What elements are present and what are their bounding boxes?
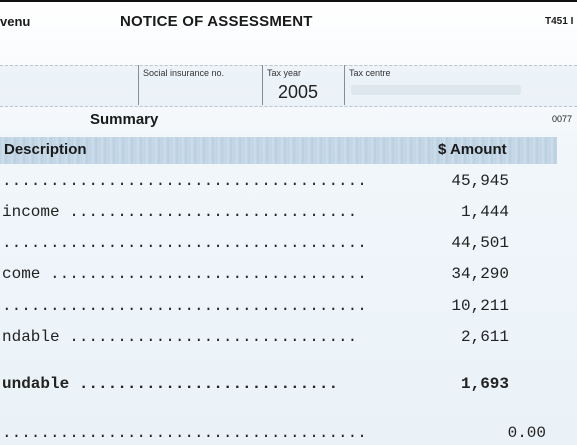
summary-row [0,375,577,399]
summary-row [0,297,577,321]
summary-row [0,203,577,227]
row-amount: 10,211 [451,297,509,315]
row-description: ndable .............................. [2,328,358,346]
agency-name-fragment: venu [0,14,31,29]
row-description: come ................................. [2,265,367,283]
summary-row [0,328,577,352]
row-description: income .............................. [2,203,358,221]
tax-year-value: 2005 [278,82,319,102]
summary-row [0,265,577,289]
row-description: ...................................... [2,424,367,442]
tax-centre-field [344,65,577,105]
summary-row [0,172,577,196]
top-rule [0,0,577,2]
tax-year-field [262,65,344,105]
row-description: ...................................... [2,234,367,252]
row-amount: 34,290 [451,265,509,283]
row-amount: 1,444 [460,203,509,221]
row-amount: 1,693 [460,375,509,393]
sin-field [138,65,262,105]
row-description: ...................................... [2,297,367,315]
sin-label: Social insurance no. [143,68,225,78]
row-description: ...................................... [2,172,367,190]
summary-heading: Summary [90,111,159,128]
tax-centre-label: Tax centre [349,68,391,78]
row-description: undable ........................... [2,375,339,393]
document-title: NOTICE OF ASSESSMENT [120,13,313,30]
row-amount: 44,501 [451,234,509,252]
column-header-description: Description [4,141,87,158]
form-code: T451 I [545,16,574,27]
column-header-amount: $ Amount [438,141,507,158]
summary-row [0,234,577,258]
tax-year-label: Tax year [267,68,302,78]
row-amount: 45,945 [451,172,509,190]
row-amount: 2,611 [460,328,509,346]
reference-code: 0077 [552,114,573,124]
row-amount: 0.00 [507,424,546,442]
redacted-smudge [351,85,521,95]
summary-row [0,424,577,445]
